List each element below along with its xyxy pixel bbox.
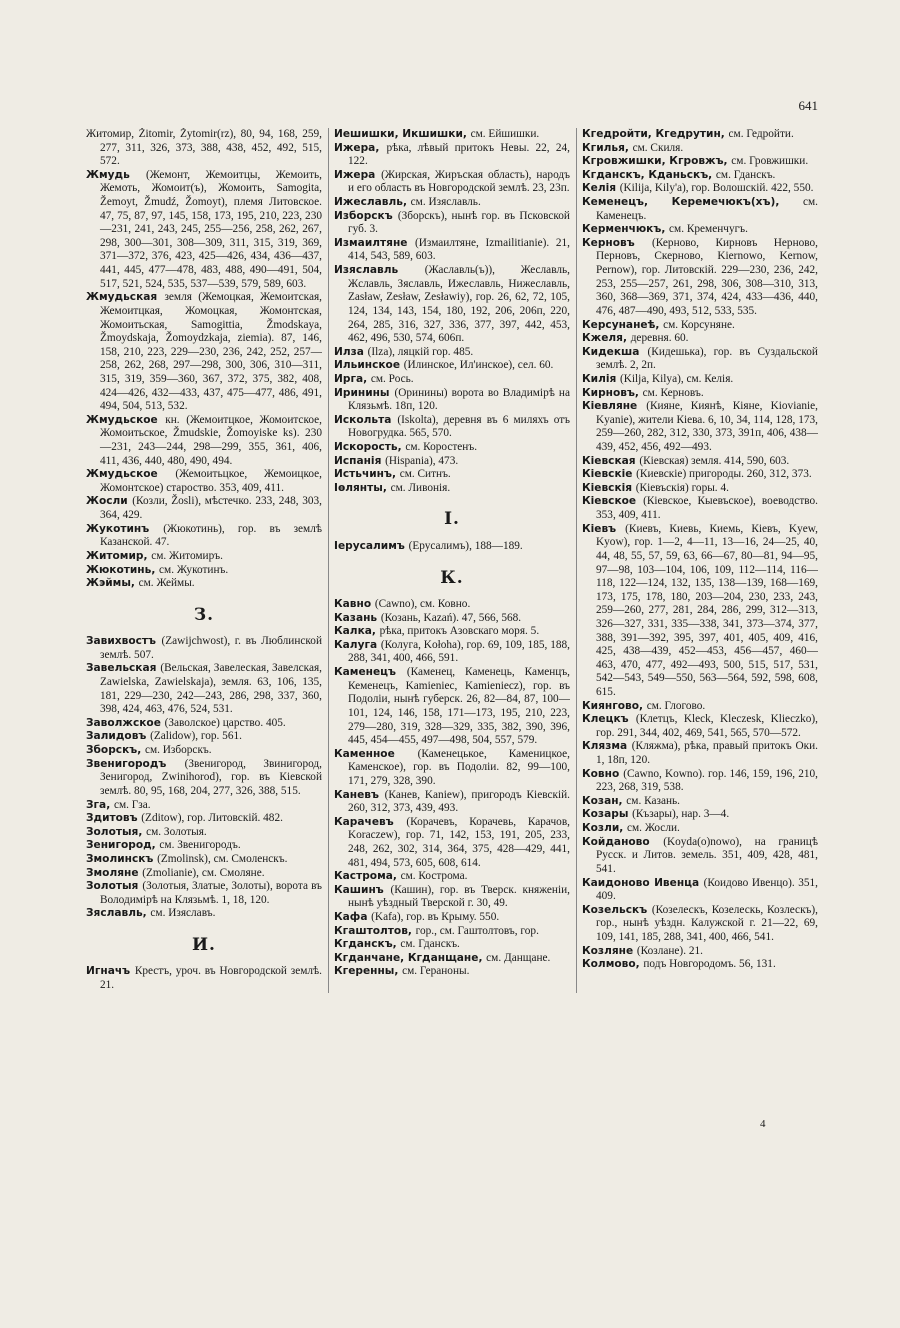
entry-text: (Кіевское, Кыевъское), воеводство. 353, 409, 411.	[596, 495, 818, 522]
index-entry	[86, 169, 322, 291]
entry-headword: Кафа	[334, 911, 368, 924]
entry-text: (Измаилтяне, Izmailitianie). 21, 414, 543, 589, 603.	[348, 236, 570, 263]
index-entry	[582, 768, 818, 795]
entry-headword: Змоляне	[86, 866, 139, 879]
entry-headword: Козельскъ	[582, 903, 648, 916]
letter-heading: К.	[440, 567, 464, 588]
entry-headword: Ковно	[582, 767, 620, 780]
entry-headword: Калка,	[334, 625, 376, 638]
entry-headword: Козан,	[582, 794, 623, 807]
column-2	[328, 128, 570, 993]
entry-headword: Кастрома,	[334, 870, 397, 883]
signature-mark: 4	[760, 1118, 766, 1130]
entry-text: см. Изборскъ.	[144, 744, 212, 757]
index-entry	[582, 700, 818, 714]
entry-headword: Каневъ	[334, 788, 379, 801]
entry-text: см. Гза.	[113, 798, 151, 811]
entry-text: (Канев, Kaniew), пригородъ Кіевскій. 260, 312, 373, 439, 493.	[348, 788, 570, 815]
entry-headword: Козары	[582, 808, 629, 821]
entry-headword: Керсунанеѣ,	[582, 318, 660, 331]
entry-headword: Золотыя	[86, 880, 139, 893]
entry-headword: Клецкъ	[582, 713, 629, 726]
index-entry	[582, 523, 818, 700]
index-entry	[582, 836, 818, 877]
index-entry	[582, 958, 818, 972]
index-entry	[334, 455, 570, 469]
entry-text: (Cawno), см. Ковно.	[374, 598, 471, 611]
entry-headword: Кирновъ,	[582, 386, 639, 399]
entry-text: см. Гровжишки.	[731, 155, 809, 168]
index-entry	[334, 387, 570, 414]
index-entry	[334, 237, 570, 264]
entry-headword: Жюкотинь,	[86, 563, 156, 576]
entry-text: (Керново, Кирновъ Нерново, Перновъ, Скерново, Kiernowo, Kernow, Pernow), гор. Литовскій. 229—230, 236, 242, 253, 255—257, 261, 298, 306, 308—310, 313, 360, 368—369, 371, 374, 424, 433—436, 440, 476, 487—490, 493, 512, 533, 535.	[596, 236, 818, 317]
entry-headword: Ижера	[334, 168, 376, 181]
entry-text: (Жюкотинь), гор. въ землѣ Казанской. 47.	[100, 522, 322, 549]
index-entry	[334, 142, 570, 169]
entry-text: (Ерусалимъ), 188—189.	[408, 539, 523, 552]
index-entry	[582, 482, 818, 496]
index-entry	[334, 965, 570, 979]
index-entry	[86, 577, 322, 591]
entry-headword: Кгедройти, Кгедрутин,	[582, 128, 725, 140]
entry-headword: Кіевскія	[582, 481, 633, 494]
index-entry	[334, 925, 570, 939]
entry-headword: Каменное	[334, 747, 395, 760]
index-entry	[582, 904, 818, 945]
entry-text: (Вельская, Завелеская, Завелская, Zawielska, Zawielskaja), земля. 63, 106, 135, 181, 229—230, 242—243, 286, 298, 337, 360, 398, 424, 463, 476, 524, 531.	[100, 662, 322, 716]
entry-text: см. Скиля.	[632, 141, 684, 154]
entry-text: (Zmolianie), см. Смоляне.	[142, 866, 265, 879]
entry-text: (Кашин), гор. въ Тверск. княженіи, нынѣ уѣздный Тверской г. 30, 49.	[348, 883, 570, 910]
index-entry	[334, 482, 570, 496]
entry-text: рѣка, притокъ Азовскаго моря. 5.	[379, 625, 540, 638]
entry-text: (Zmolinsk), см. Смоленскъ.	[157, 852, 288, 865]
index-entry	[582, 945, 818, 959]
index-entry	[334, 169, 570, 196]
index-entry	[86, 826, 322, 840]
entry-headword: Зенигород,	[86, 839, 156, 852]
entry-headword: Кгилья,	[582, 141, 629, 154]
entry-text: см. Глогово.	[646, 699, 706, 712]
entry-headword: Ильинское	[334, 359, 400, 372]
entry-headword: Кгданчане, Кгданщане,	[334, 951, 483, 964]
entry-text: (Kafa), гор. въ Крыму. 550.	[371, 911, 500, 924]
index-entry	[582, 169, 818, 183]
entry-headword: Иешишки, Икшишки,	[334, 128, 467, 140]
entry-text: см. Гданскъ.	[400, 938, 460, 951]
index-entry	[334, 598, 570, 612]
entry-text: см. Каменецъ.	[596, 196, 818, 222]
entry-text: (Корачевъ, Корачевь, Карачов, Koraczew), гор. 71, 142, 153, 191, 205, 233, 248, 262, 302, 314, 364, 375, 428—429, 441, 481, 494, 573, 605, 608, 614.	[348, 815, 570, 869]
index-entry	[582, 237, 818, 319]
entry-text: (Звенигород, Звинигород, Зенигород, Zwinihorod), гор. въ Кіевской землѣ. 80, 95, 168, 204, 277, 326, 388, 515.	[100, 757, 322, 797]
entry-text: (Оринины) ворота во Владимірѣ на Клязьмѣ. 18п, 120.	[348, 386, 570, 413]
entry-headword: Кгаштолтов,	[334, 924, 412, 937]
entry-headword: Каменецъ	[334, 666, 396, 679]
entry-headword: Жмудьская	[86, 291, 158, 304]
entry-text: (Козелескъ, Козелескь, Козлескъ), гор., нынѣ уѣздн. Калужской г. 21—22, 69, 109, 141, 185, 288, 341, 400, 466, 541.	[596, 903, 818, 943]
index-entry	[86, 965, 322, 992]
index-entry	[334, 414, 570, 441]
entry-headword: Клязма	[582, 740, 628, 753]
entry-headword: Козли,	[582, 822, 624, 835]
entry-text: подъ Новгородомъ. 56, 131.	[643, 958, 776, 971]
entry-text: (Zawijchwost), г. въ Люблинской землѣ. 507.	[100, 635, 322, 661]
entry-headword: Іерусалимъ	[334, 539, 405, 552]
entry-headword: Изяславль	[334, 264, 399, 277]
index-entry	[86, 291, 322, 413]
entry-headword: Искорость,	[334, 441, 402, 454]
entry-text: см. Гераноны.	[402, 965, 470, 978]
entry-text: см. Золотыя.	[146, 825, 207, 838]
entry-text: (Коидово Ивенцо). 351, 409.	[596, 876, 818, 903]
entry-text: см. Кременчугъ.	[669, 223, 748, 236]
index-entry	[582, 155, 818, 169]
index-entry	[86, 758, 322, 799]
entry-text: см. Житомиръ.	[151, 549, 223, 562]
index-entry	[334, 911, 570, 925]
entry-headword: Кидекша	[582, 345, 640, 358]
entry-text: (Koyda(o)nowo), на границѣ Русск. и Литов. земель. 351, 409, 428, 481, 541.	[596, 835, 818, 875]
index-entry	[86, 812, 322, 826]
entry-headword: Искольта	[334, 413, 392, 426]
entry-text: земля (Жемоцкая, Жемоитская, Жемоитцкая, Жомоцкая, Жомонтская, Жомоитьская, Samogittia, Žmodskaya, Žmoydskaja, Žomoydzkaja, ziemia). 87, 146, 158, 210, 223, 229—230, 236, 242, 252, 257—258, 262, 268, 297—298, 300, 306, 310—311, 315, 319, 359—360, 367, 372, 375, 382, 408, 424—426, 432—433, 437, 475—477, 486, 491, 494, 504, 513, 532.	[100, 291, 322, 413]
index-entry	[334, 938, 570, 952]
entry-headword: Жмудьское	[86, 413, 158, 426]
entry-text: (Киевъ, Киевь, Киемь, Кіевъ, Kyew, Kyow), гор. 1—2, 4—11, 13—16, 24—25, 40, 44, 48, 55, 57, 59, 63, 66—67, 80—81, 94—95, 97—98, 103—104, 106, 109, 112—114, 116—118, 122—124, 132, 135, 138—139, 168—169, 173, 175, 178, 180, 203—204, 230, 233, 243, 259—260, 277, 281, 284, 286, 299, 312—313, 326—327, 331, 335—338, 341, 373—374, 377, 388, 391—392, 395, 397, 401, 405, 409, 416, 425, 438—439, 452—453, 456—457, 460—463, 470, 477, 492—493, 500, 515, 517, 531, 542—543, 549—550, 563—564, 592, 598, 608, 615.	[596, 522, 818, 698]
index-entry	[582, 713, 818, 740]
entry-headword: Койданово	[582, 835, 650, 848]
index-entry	[582, 332, 818, 346]
entry-text: см. Ситнъ.	[399, 468, 451, 481]
index-entry	[334, 441, 570, 455]
entry-text: см. Звенигородъ.	[159, 839, 241, 852]
entry-text: см. Кострома.	[400, 870, 468, 883]
index-entry	[86, 717, 322, 731]
index-entry	[334, 748, 570, 789]
entry-text: (Козань, Kazań). 47, 566, 568.	[380, 611, 522, 624]
index-entry	[86, 880, 322, 907]
entry-text: (Зборскъ), нынѣ гор. въ Псковской губ. 3.	[348, 209, 570, 236]
entry-headword: Истьчинъ,	[334, 468, 396, 481]
entry-headword: Иринины	[334, 386, 390, 399]
entry-text: (Золотыя, Златые, Золоты), ворота въ Володимірѣ на Клязьмѣ. 1, 18, 120.	[100, 880, 322, 906]
index-entry	[86, 523, 322, 550]
index-entry	[582, 455, 818, 469]
entry-text: Житомир, Žitomir, Žytomir(rz), 80, 94, 168, 259, 277, 311, 326, 373, 388, 438, 452, 492, 515, 572.	[86, 128, 322, 168]
entry-headword: Зборскъ,	[86, 744, 142, 757]
entry-text: см. Гедройти.	[728, 128, 794, 140]
entry-text: (Каменец, Каменець, Каменцъ, Кеменецъ, Kamieniec, Kamieniecz), гор. въ Подоліи, нынѣ губерск. 26, 82—84, 87, 100—101, 124, 146, 158, 171—173, 195, 210, 223, 279—280, 319, 328—329, 335, 382, 390, 396, 445, 454—455, 497—498, 504, 557, 579.	[348, 666, 570, 747]
entry-text: (Кіевская) земля. 414, 590, 603.	[639, 454, 790, 467]
entry-text: гор., см. Гаштолтовъ, гор.	[415, 924, 539, 937]
index-entry	[86, 730, 322, 744]
entry-headword: Залидовъ	[86, 730, 147, 743]
index-entry	[86, 635, 322, 662]
entry-headword: Житомир,	[86, 549, 148, 562]
index-entry	[86, 662, 322, 716]
entry-headword: Жмудь	[86, 168, 130, 181]
entry-text: см. Коростенъ.	[405, 441, 478, 454]
index-entry	[334, 359, 570, 373]
entry-headword: Заволжское	[86, 716, 161, 729]
index-entry	[582, 182, 818, 196]
index-entry	[582, 495, 818, 522]
entry-headword: Кіевъ	[582, 522, 617, 535]
entry-text: (Клетцъ, Kleck, Kleczesk, Klieczko), гор. 291, 344, 402, 469, 541, 565, 570—572.	[596, 713, 818, 739]
index-entry	[86, 414, 322, 468]
entry-headword: Кіевское	[582, 495, 637, 508]
entry-headword: Кіевляне	[582, 400, 638, 413]
entry-headword: Кіевская	[582, 454, 636, 467]
entry-text: (Каменецькое, Каменицкое, Каменское), гор. въ Подоліи. 82, 99—100, 171, 279, 328, 390.	[348, 747, 570, 787]
index-entry	[334, 196, 570, 210]
entry-headword: Изборскъ	[334, 209, 393, 222]
entry-text: (Колуга, Kołoha), гор. 69, 109, 185, 188, 288, 341, 400, 466, 591.	[348, 638, 570, 665]
entry-headword: Игначъ	[86, 965, 131, 978]
entry-text: см. Данщане.	[486, 951, 551, 964]
entry-headword: Кгровжишки, Кгровжъ,	[582, 155, 728, 168]
entry-headword: Жмудьское	[86, 468, 158, 481]
entry-headword: Жэймы,	[86, 577, 135, 590]
entry-text: (Zditow), гор. Литовскій. 482.	[141, 812, 283, 825]
entry-headword: Завихвостъ	[86, 635, 156, 648]
entry-headword: Киянгово,	[582, 699, 644, 712]
entry-text: (Кіевъскія) горы. 4.	[635, 481, 729, 494]
entry-headword: Золотыя,	[86, 825, 143, 838]
index-entry	[334, 789, 570, 816]
entry-headword: Измаилтяне	[334, 236, 408, 249]
entry-headword: Келія	[582, 182, 617, 195]
entry-headword: Зяславль,	[86, 907, 147, 920]
index-entry	[86, 128, 322, 169]
index-entry	[582, 319, 818, 333]
entry-text: см. Жосли.	[627, 822, 680, 835]
entry-text: (Жемонт, Жемоитцы, Жемоить, Жемоть, Жомоит(ъ), Жомоить, Samogita, Žemoyt, Žmudź, Žomoyt), племя Литовское. 47, 75, 87, 97, 145, 158, 173, 195, 210, 223, 230—231, 241, 243, 245, 255—256, 258, 262, 267, 298, 300—301, 308—309, 311, 315, 319, 369, 371—372, 376, 423, 425—426, 434, 436—437, 441, 445, 477—478, 483, 488, 490—491, 504, 517, 521, 524, 535, 537—539, 579, 589, 603.	[100, 168, 322, 290]
entry-text: см. Ливонія.	[390, 481, 451, 494]
entry-headword: Жукотинъ	[86, 522, 150, 535]
index-entry	[334, 346, 570, 360]
entry-text: см. Жеймы.	[138, 577, 195, 590]
entry-text: рѣка, лѣвый притокъ Невы. 22, 24, 122.	[348, 141, 570, 168]
entry-text: см. Гданскъ.	[715, 168, 776, 181]
entry-headword: Колмово,	[582, 958, 640, 971]
entry-headword: Кіевскіе	[582, 468, 633, 481]
index-entry	[86, 468, 322, 495]
entry-text: (Кляжма), рѣка, правый притокъ Оки. 1, 18п, 120.	[596, 740, 818, 767]
index-entry	[582, 346, 818, 373]
page-number: 641	[798, 98, 818, 113]
entry-headword: Здитовъ	[86, 812, 138, 825]
entry-text: (Заволское) царство. 405.	[164, 716, 286, 729]
index-entry	[334, 264, 570, 346]
index-entry	[582, 128, 818, 142]
entry-text: (Zalidow), гор. 561.	[150, 730, 242, 743]
entry-text: (Kilja, Kilya), см. Келія.	[619, 372, 734, 385]
index-entry	[86, 550, 322, 564]
index-entry	[334, 625, 570, 639]
entry-text: (Cawno, Kowno). гор. 146, 159, 196, 210, 223, 268, 319, 538.	[596, 767, 818, 794]
index-entry	[582, 740, 818, 767]
entry-headword: Жосли	[86, 495, 128, 508]
entry-headword: Килія	[582, 372, 617, 385]
index-entry	[582, 373, 818, 387]
entry-headword: Ирга,	[334, 372, 368, 385]
column-1	[86, 128, 322, 993]
index-entry	[582, 795, 818, 809]
index-entry	[334, 870, 570, 884]
entry-text: (Kilija, Kily'a), гор. Волошскій. 422, 550.	[619, 182, 814, 195]
entry-headword: Ижера,	[334, 141, 380, 154]
entry-text: (Илинское, Ил'инское), сел. 60.	[403, 359, 554, 372]
entry-headword: Керновъ	[582, 236, 635, 249]
entry-text: см. Ейшишки.	[470, 128, 540, 140]
index-entry	[86, 799, 322, 813]
index-entry	[334, 128, 570, 142]
entry-text: см. Изяславъ.	[150, 907, 216, 920]
entry-headword: Завельская	[86, 662, 157, 675]
entry-headword: Кжеля,	[582, 332, 627, 345]
index-entry	[582, 822, 818, 836]
entry-text: (Козлане). 21.	[636, 944, 703, 957]
entry-text: кн. (Жемоитцкое, Жомоитское, Жомоитьское, Žmudskie, Žomoyiske ks). 230—231, 243—244, 298—299, 355, 361, 406, 411, 436, 440, 480, 490, 494.	[100, 413, 322, 467]
entry-text: (Кидешька), гор. въ Суздальской землѣ. 2, 2п.	[596, 345, 818, 372]
index-entry	[334, 952, 570, 966]
entry-text: см. Изяславль.	[410, 196, 481, 209]
index-entry	[582, 142, 818, 156]
index-entry	[86, 839, 322, 853]
entry-headword: Змолинскъ	[86, 852, 154, 865]
entry-headword: Кгеренны,	[334, 965, 399, 978]
column-3	[576, 128, 818, 993]
entry-headword: Зга,	[86, 798, 111, 811]
entry-text: Крестъ, уроч. въ Новгородской землѣ. 21.	[100, 965, 322, 992]
entry-text: см. Казань.	[626, 794, 681, 807]
letter-heading: И.	[192, 935, 216, 955]
letter-heading: I.	[444, 509, 460, 530]
index-entry	[582, 400, 818, 454]
entry-headword: Кгданскъ, Кданьскъ,	[582, 168, 713, 181]
entry-text: см. Рось.	[370, 372, 414, 385]
entry-headword: Кгданскъ,	[334, 938, 397, 951]
entry-headword: Керменчюкъ,	[582, 223, 666, 236]
entry-text: (Ilza), ляцкій гор. 485.	[367, 345, 474, 358]
index-entry	[86, 853, 322, 867]
index-entry	[334, 816, 570, 870]
entry-text: (Козли, Žosli), мѣстечко. 233, 248, 303, 364, 429.	[100, 495, 322, 522]
index-entry	[334, 884, 570, 911]
entry-headword: Козляне	[582, 944, 634, 957]
index-entry	[582, 196, 818, 223]
entry-text: (Hispania), 473.	[385, 454, 459, 467]
index-entry	[582, 387, 818, 401]
entry-headword: Кеменецъ, Керемечюкъ(хъ),	[582, 196, 780, 209]
index-entry	[86, 495, 322, 522]
index-columns	[86, 128, 818, 993]
letter-heading: З.	[193, 604, 215, 625]
entry-text: (Киевскіе) пригороды. 260, 312, 373.	[636, 468, 812, 481]
entry-headword: Кавно	[334, 598, 372, 611]
index-entry	[582, 877, 818, 904]
index-entry	[86, 564, 322, 578]
entry-headword: Кашинъ	[334, 883, 384, 896]
index-entry	[334, 373, 570, 387]
index-entry	[582, 468, 818, 482]
entry-headword: Илза	[334, 345, 364, 358]
entry-headword: Іөлянты,	[334, 481, 387, 494]
index-entry	[582, 808, 818, 822]
entry-text: см. Жукотинъ.	[159, 563, 229, 576]
entry-headword: Звенигородъ	[86, 757, 167, 770]
entry-headword: Ижеславль,	[334, 196, 407, 209]
entry-headword: Испанія	[334, 454, 382, 467]
entry-headword: Калуга	[334, 638, 378, 651]
index-entry	[86, 867, 322, 881]
index-entry	[334, 468, 570, 482]
entry-text: см. Корсуняне.	[663, 318, 735, 331]
entry-headword: Каидоново Ивенца	[582, 876, 700, 889]
index-entry	[334, 540, 570, 554]
entry-text: (Жирская, Жиръская область), народъ и его область въ Новгородской землѣ. 23, 23п.	[348, 168, 570, 195]
index-entry	[86, 907, 322, 921]
index-entry	[334, 666, 570, 748]
entry-text: см. Керновъ.	[642, 386, 704, 399]
entry-text: (Къзары), нар. 3—4.	[632, 808, 730, 821]
entry-text: деревня. 60.	[630, 332, 689, 345]
index-entry	[86, 744, 322, 758]
index-entry	[334, 639, 570, 666]
index-entry	[582, 223, 818, 237]
entry-headword: Карачевъ	[334, 815, 394, 828]
index-entry	[334, 210, 570, 237]
entry-text: (Кияне, Киянѣ, Кіяне, Kiovianie, Kyanie), жители Кіева. 6, 10, 34, 114, 128, 173, 259—260, 282, 312, 330, 373, 391п, 406, 438—439, 452, 456, 492—493.	[596, 400, 818, 454]
entry-headword: Казань	[334, 611, 378, 624]
index-entry	[334, 612, 570, 626]
entry-text: (Жаславль(ъ)), Жеславль, Жславль, Зяславль, Ижеславль, Нижеславль, Zasław, Zesław, Zesławiy), гор. 26, 62, 72, 105, 124, 134, 143, 154, 180, 192, 206, 206п, 220, 264, 285, 316, 327, 336, 377, 397, 442, 453, 462, 496, 530, 574, 606п.	[348, 264, 570, 345]
entry-text: (Жемоитьцкое, Жемоицкое, Жомонтское) староство. 353, 409, 411.	[100, 468, 322, 494]
entry-text: (Iskolta), деревня въ 6 миляхъ отъ Новогрудка. 565, 570.	[348, 413, 570, 440]
